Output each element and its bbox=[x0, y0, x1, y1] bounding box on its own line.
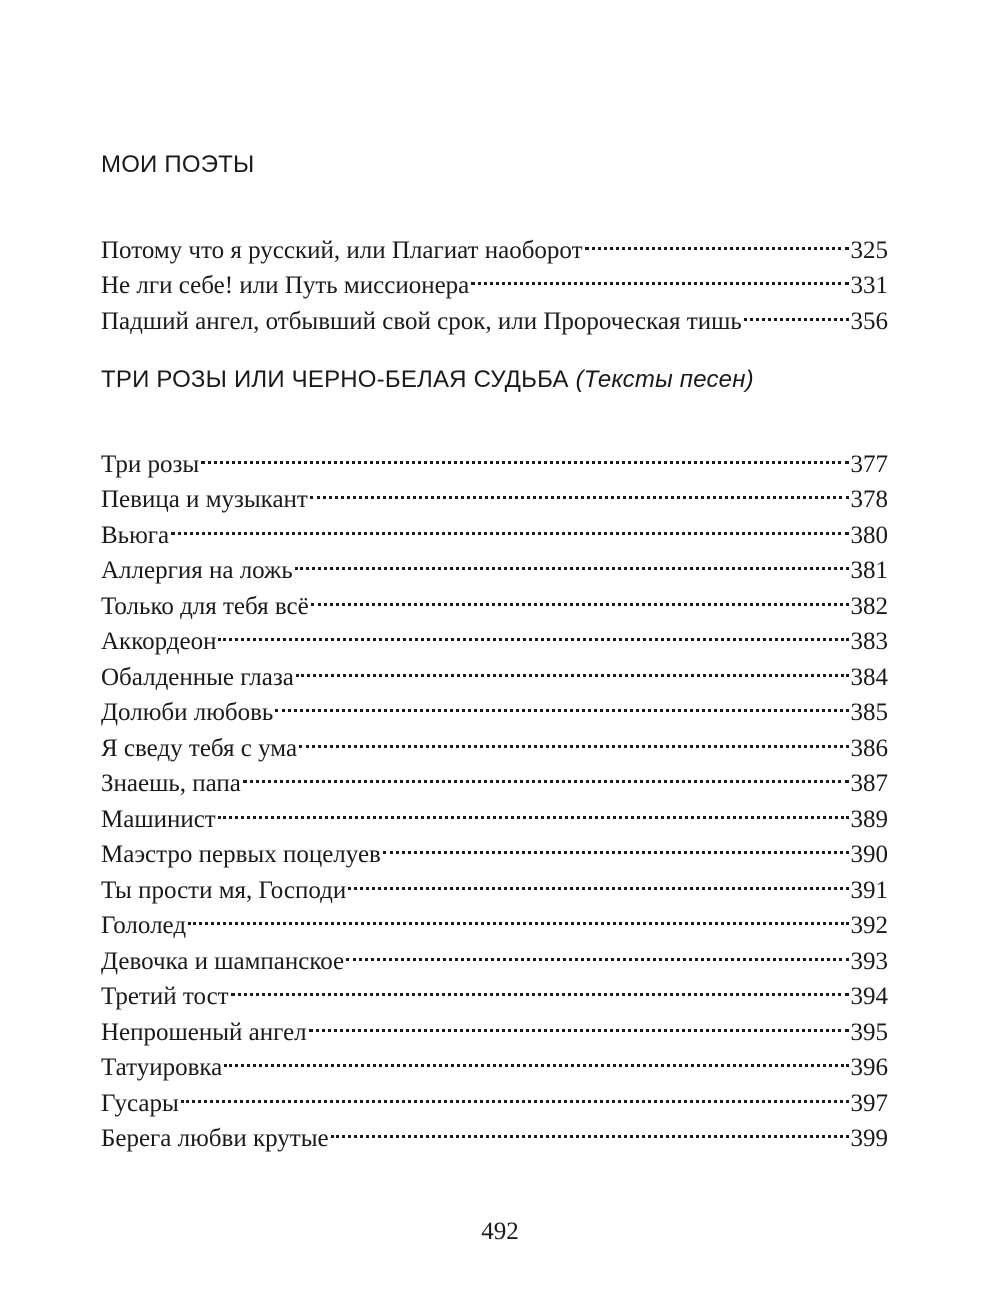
section-title-text: ТРИ РОЗЫ ИЛИ ЧЕРНО-БЕЛАЯ СУДЬБА bbox=[101, 366, 569, 393]
toc-entry[interactable] bbox=[101, 472, 888, 513]
dot-leader bbox=[585, 222, 849, 258]
toc-entry-page: 383 bbox=[850, 628, 888, 655]
dot-leader bbox=[348, 862, 848, 898]
dot-leader bbox=[218, 614, 848, 650]
toc-entry[interactable] bbox=[101, 1075, 888, 1117]
toc-entry[interactable] bbox=[101, 898, 888, 939]
toc-entry-title: Три розы bbox=[101, 450, 200, 478]
toc-entry-title: Не лги себе! или Путь миссионера bbox=[101, 272, 470, 299]
toc-entry-page: 392 bbox=[850, 912, 888, 939]
dot-leader bbox=[309, 1004, 849, 1040]
toc-entry-title: Аккордеон bbox=[101, 628, 217, 655]
toc-entry[interactable] bbox=[101, 933, 888, 975]
toc-entry-title: Гусары bbox=[101, 1089, 179, 1117]
toc-entry-page: 381 bbox=[850, 557, 888, 584]
dot-leader bbox=[310, 472, 849, 508]
section-title-my-poets bbox=[101, 151, 254, 179]
toc-entry[interactable] bbox=[101, 614, 888, 655]
toc-entry-page: 395 bbox=[850, 1018, 888, 1046]
dot-leader bbox=[218, 791, 849, 827]
dot-leader bbox=[171, 507, 848, 543]
toc-entry-title: Падший ангел, отбывший свой срок, или Пророческая тишь bbox=[101, 307, 742, 335]
toc-entry-page: 389 bbox=[850, 805, 888, 833]
dot-leader bbox=[383, 827, 849, 863]
toc-entry-page: 391 bbox=[850, 876, 888, 904]
toc-entry-page: 396 bbox=[850, 1054, 888, 1081]
toc-entry-title: Машинист bbox=[101, 805, 216, 833]
toc-entry[interactable] bbox=[101, 507, 888, 549]
dot-leader bbox=[471, 258, 848, 294]
toc-entry-title: Знаешь, папа bbox=[101, 770, 241, 797]
dot-leader bbox=[346, 933, 848, 969]
toc-entry-title: Берега любви крутые bbox=[101, 1125, 329, 1152]
toc-entry-title: Татуировка bbox=[101, 1054, 223, 1081]
toc-entry-title: Девочка и шампанское bbox=[101, 947, 345, 975]
toc-entry-title: Обалденные глаза bbox=[101, 663, 294, 691]
toc-list-songs bbox=[101, 436, 888, 1152]
toc-entry-page: 331 bbox=[850, 272, 888, 299]
toc-entry-title: Гололед bbox=[101, 912, 187, 939]
dot-leader bbox=[188, 898, 848, 934]
toc-entry[interactable] bbox=[101, 827, 888, 868]
toc-entry-title: Маэстро первых поцелуев bbox=[101, 841, 381, 868]
toc-entry-title: Вьюга bbox=[101, 521, 170, 549]
toc-entry-page: 384 bbox=[850, 663, 888, 691]
dot-leader bbox=[231, 969, 849, 1005]
toc-entry-page: 387 bbox=[850, 770, 888, 797]
toc-entry-page: 380 bbox=[850, 521, 888, 549]
toc-entry-title: Потому что я русский, или Плагиат наоборот bbox=[101, 236, 583, 264]
toc-entry-title: Я сведу тебя с ума bbox=[101, 734, 298, 762]
dot-leader bbox=[311, 578, 849, 614]
toc-entry[interactable] bbox=[101, 222, 888, 264]
toc-entry-title: Третий тост bbox=[101, 983, 229, 1010]
toc-entry-page: 378 bbox=[850, 486, 888, 513]
toc-entry[interactable] bbox=[101, 791, 888, 833]
toc-entry-page: 393 bbox=[850, 947, 888, 975]
section-title-three-roses bbox=[101, 366, 754, 394]
toc-entry-page: 382 bbox=[850, 592, 888, 620]
dot-leader bbox=[181, 1075, 849, 1111]
toc-entry-page: 394 bbox=[850, 983, 888, 1010]
toc-list-poets bbox=[101, 222, 888, 335]
toc-entry[interactable] bbox=[101, 436, 888, 478]
toc-entry-page: 385 bbox=[850, 699, 888, 726]
toc-entry-title: Певица и музыкант bbox=[101, 486, 308, 513]
dot-leader bbox=[299, 720, 848, 756]
toc-entry-page: 390 bbox=[850, 841, 888, 868]
dot-leader bbox=[296, 649, 849, 685]
section-title-text: МОИ ПОЭТЫ bbox=[101, 151, 255, 178]
dot-leader bbox=[744, 293, 849, 329]
toc-entry-page: 377 bbox=[850, 450, 888, 478]
dot-leader bbox=[243, 756, 849, 792]
dot-leader bbox=[331, 1111, 849, 1147]
toc-entry[interactable] bbox=[101, 649, 888, 691]
page-number: 492 bbox=[481, 1218, 519, 1245]
toc-entry[interactable] bbox=[101, 543, 888, 584]
toc-entry-page: 356 bbox=[850, 307, 888, 335]
toc-entry-page: 397 bbox=[850, 1089, 888, 1117]
dot-leader bbox=[275, 685, 848, 721]
toc-entry-title: Долюби любовь bbox=[101, 699, 274, 726]
toc-entry-title: Аллергия на ложь bbox=[101, 557, 293, 584]
toc-entry-page: 399 bbox=[850, 1125, 888, 1152]
toc-entry-title: Непрошеный ангел bbox=[101, 1018, 307, 1046]
toc-entry-title: Ты прости мя, Господи bbox=[101, 876, 347, 904]
toc-entry[interactable] bbox=[101, 1111, 888, 1152]
dot-leader bbox=[201, 436, 848, 472]
dot-leader bbox=[224, 1040, 848, 1076]
section-title-note: (Тексты песен) bbox=[575, 366, 754, 393]
dot-leader bbox=[295, 543, 849, 579]
toc-entry-page: 325 bbox=[850, 236, 888, 264]
toc-entry-title: Только для тебя всё bbox=[101, 592, 309, 620]
toc-entry-page: 386 bbox=[850, 734, 888, 762]
